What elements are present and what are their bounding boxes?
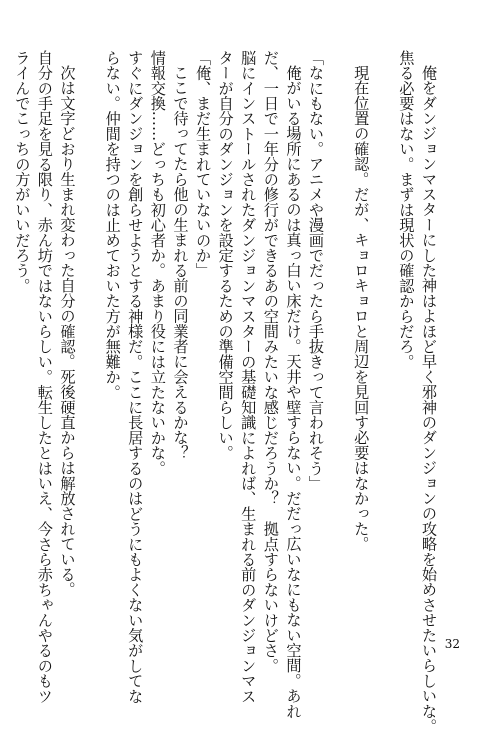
page-number: 32	[444, 637, 460, 651]
text-column: ターが自分のダンジョンを設定するための準備空間らしい。	[216, 50, 235, 461]
paragraph-gap	[372, 50, 395, 628]
text-column: 現在位置の確認。だが、キョロキョロと周辺を見回す必要はなかった。	[352, 65, 371, 552]
text-column: 自分の手足を見る限り、赤ん坊ではないらしい。転生したとはいえ、今さら赤ちゃんやるのもツ	[35, 50, 54, 704]
vertical-text-body	[11, 50, 440, 734]
text-column: ライんでこっちの方がいいだろう。	[13, 50, 32, 294]
paragraph-gap	[327, 50, 350, 628]
dialogue-column: 「俺、まだ生まれていないのか」	[194, 50, 213, 278]
text-column: 俺をダンジョンマスターにした神はよほど早く邪神のダンジョンの攻略を始めさせたいらしいな。	[420, 65, 438, 734]
text-column: 情報交換……どっちも初心者か。あまり役には立たないかな。	[148, 50, 167, 476]
text-column: 俺がいる場所にあるのは真っ白い床だけ。天井や壁すらない。だだっ広いなにもない空間。あれ	[284, 65, 303, 719]
dialogue-column: 「なにもない。アニメや漫画でだったら手抜きって言われそう」	[307, 50, 326, 491]
paragraph-gap	[79, 50, 102, 628]
text-column: すぐにダンジョンを創らせようとする神様だ。ここに長居するのはどうにもよくない気がしてな	[126, 50, 145, 704]
text-column: 脳にインストールされたダンジョンマスターの基礎知識によれば、生まれる前のダンジョンマス	[239, 50, 258, 704]
text-column: らない。仲間を持つのは止めておいた方が無難か。	[103, 50, 122, 400]
text-column: ここで待ってたら他の生まれる前の同業者に会えるかな？	[171, 65, 190, 461]
text-column: 次は文字どおり生まれ変わった自分の確認。死後硬直からは解放されている。	[58, 65, 77, 598]
text-column: 焦る必要はない。まずは現状の確認からだろ。	[397, 50, 416, 370]
text-column: だ、一日で一年分の修行ができるあの空間みたいな感じだろうか？ 拠点すらないけどさ。	[261, 50, 280, 674]
